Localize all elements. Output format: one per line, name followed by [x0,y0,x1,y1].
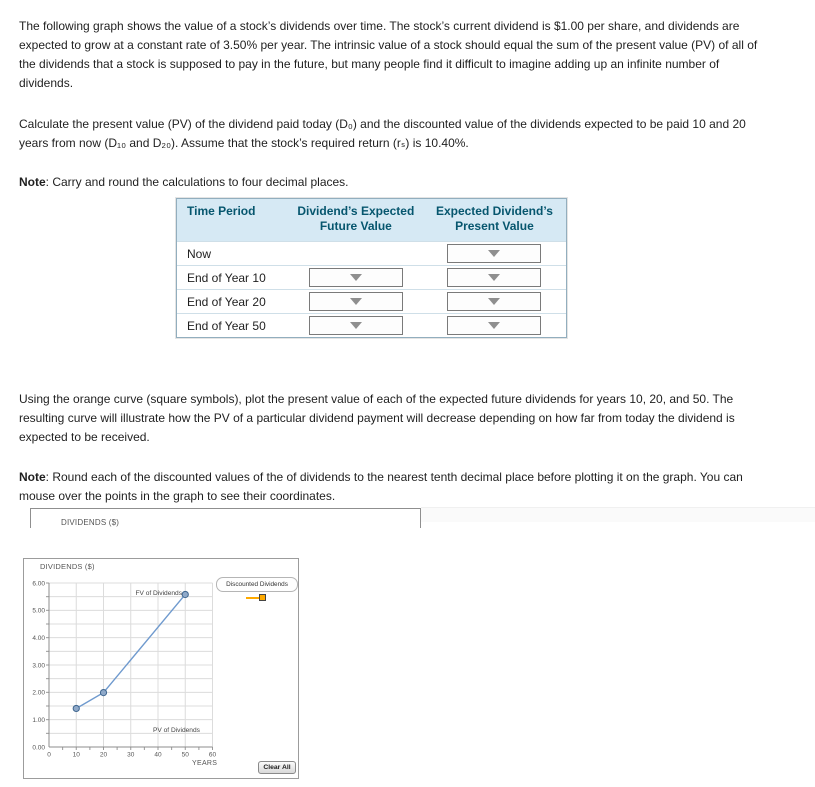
clear-all-button[interactable]: Clear All [258,761,296,774]
row-label: End of Year 10 [177,266,289,290]
chevron-down-icon [488,322,500,329]
note-label: Note [19,175,46,189]
row-label: Now [177,242,289,266]
table-row-year-20 [177,290,566,314]
svg-text:0: 0 [47,751,51,759]
svg-text:2.00: 2.00 [32,689,45,697]
svg-text:20: 20 [99,751,108,759]
row-label: End of Year 20 [177,290,289,314]
svg-text:5.00: 5.00 [32,607,45,615]
header-expected-future-value: Dividend’s Expected Future Value [289,199,423,242]
divider-band [421,507,815,522]
header-time-period: Time Period [177,199,289,242]
pv-dropdown-year-20[interactable] [447,292,541,311]
svg-text:60: 60 [208,751,217,759]
header-expected-present-value: Expected Dividend’s Present Value [423,199,566,242]
legend-discounted-dividends [216,577,298,592]
chevron-down-icon [350,274,362,281]
chevron-down-icon [350,322,362,329]
fv-dropdown-year-20[interactable] [309,292,403,311]
chevron-down-icon [488,298,500,305]
table-row-year-10 [177,266,566,290]
fv-curve-label: FV of Dividends [135,590,182,597]
legend-label: Discounted Dividends [226,581,288,588]
legend-line-icon [246,597,259,599]
note-label: Note [19,470,46,484]
note-text: : Round each of the discounted values of the of dividends to the nearest tenth decimal place before plotting it on the graph. You can mouse over the points in the graph to see their coordinates. [19,470,743,503]
intro-paragraph: The following graph shows the value of a stock’s dividends over time. The stock’s current dividend is $1.00 per share, and dividends are expected to grow at a constant rate of 3.50% per year. The intrinsic value of a stock should equal the sum of the present value (PV) of all of the dividends that a stock is supposed to pay in the future, but many people find it difficult to imagine adding up an infinite number of dividends. [19,19,758,90]
pv-dropdown-year-10[interactable] [447,268,541,287]
note-text: : Carry and round the calculations to four decimal places. [45,175,349,189]
table-header-row [177,199,566,242]
chevron-down-icon [350,298,362,305]
clipped-graph-panel [30,508,421,528]
svg-text:6.00: 6.00 [32,580,45,588]
note-rounding [19,173,764,192]
svg-text:1.00: 1.00 [32,716,45,724]
fv-dropdown-year-50[interactable] [309,316,403,335]
empty-cell [289,242,423,266]
plotting-instructions: Using the orange curve (square symbols), plot the present value of each of the expected future dividends for years 10, 20, and 50. The resulting curve will illustrate how the PV of a particular dividend payment will decrease depending on how far from today the dividend is expected to be received. [19,392,735,444]
svg-text:50: 50 [181,751,189,759]
svg-text:40: 40 [154,751,162,759]
fv-dropdown-year-10[interactable] [309,268,403,287]
svg-text:30: 30 [127,751,135,759]
svg-text:4.00: 4.00 [32,634,45,642]
dividends-graph-panel [23,558,299,779]
graph-title: DIVIDENDS ($) [40,562,95,571]
legend-symbol [216,594,296,601]
calculation-instructions: Calculate the present value (PV) of the dividend paid today (D₀) and the discounted value of the dividends expected to be paid 10 and 20 years from now (D₁₀ and D₂₀). Assume that the stock’s required return (rₛ) is 10.40%. [19,117,746,150]
pv-dropdown-year-50[interactable] [447,316,541,335]
row-label: End of Year 50 [177,314,289,338]
chevron-down-icon [488,250,500,257]
pv-dropdown-now[interactable] [447,244,541,263]
chevron-down-icon [488,274,500,281]
legend-square-icon [259,594,266,601]
table-row-now [177,242,566,266]
note-plotting [19,468,764,506]
clipped-graph-title: DIVIDENDS ($) [61,518,120,527]
svg-text:0.00: 0.00 [32,744,45,752]
x-axis-label: YEARS [192,760,218,767]
pv-curve-label: PV of Dividends [153,727,200,734]
svg-text:10: 10 [72,751,80,759]
dividends-table [176,198,567,338]
svg-text:3.00: 3.00 [32,662,45,670]
table-row-year-50 [177,314,566,338]
